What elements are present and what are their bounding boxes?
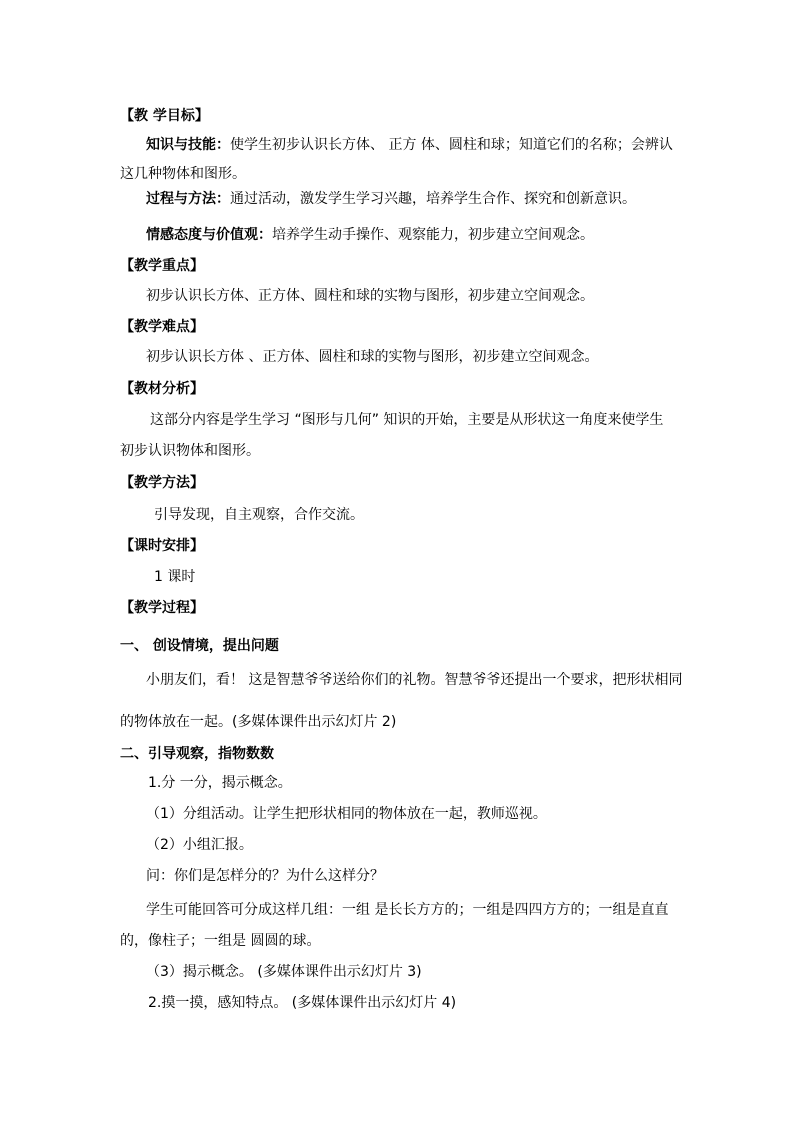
text-emotion-values: 培养学生动手操作、观察能力，初步建立空间观念。: [272, 227, 594, 243]
heading-difficult-points: 【教学难点】: [120, 319, 204, 335]
text-material-analysis: 这部分内容是学生学习 “图形与几何” 知识的开始，主要是从形状这一角度来使学生: [150, 412, 664, 428]
text-difficult-points: 初步认识长方体 、正方体、圆柱和球的实物与图形，初步建立空间观念。: [146, 349, 599, 365]
heading-material-analysis: 【教材分析】: [120, 381, 204, 397]
paragraph-process-method: [146, 189, 636, 209]
section-2-title: 二、引导观察，指物数数: [120, 746, 274, 762]
text-class-schedule: 1 课时: [154, 569, 196, 585]
text-key-points: 初步认识长方体、正方体、圆柱和球的实物与图形，初步建立空间观念。: [146, 288, 594, 304]
heading-teaching-method: 【教学方法】: [120, 475, 204, 491]
paragraph-emotion-values: [146, 225, 594, 245]
step-1-1: （1）分组活动。让学生把形状相同的物体放在一起，教师巡视。: [146, 806, 547, 822]
text-material-analysis-cont: 初步认识物体和图形。: [120, 443, 260, 459]
label-knowledge-skills: 知识与技能：: [146, 137, 230, 153]
heading-teaching-process: 【教学过程】: [120, 600, 204, 616]
section-1-text-cont: 的物体放在一起。(多媒体课件出示幻灯片 2): [120, 714, 397, 730]
section-1-text: 小朋友们，看！ 这是智慧爷爷送给你们的礼物。智慧爷爷还提出一个要求，把形状相同: [146, 672, 683, 688]
label-emotion-values: 情感态度与价值观：: [146, 227, 272, 243]
text-knowledge-skills-cont: 这几种物体和图形。: [120, 166, 246, 182]
question-text: 问：你们是怎样分的？为什么这样分？: [146, 868, 384, 884]
label-process-method: 过程与方法：: [146, 191, 230, 207]
heading-class-schedule: 【课时安排】: [120, 538, 204, 554]
section-1-title: 一、 创设情境，提出问题: [120, 638, 279, 654]
step-1-2: （2）小组汇报。: [146, 837, 253, 853]
text-knowledge-skills: 使学生初步认识长方体、 正方 体、圆柱和球；知道它们的名称；会辨认: [230, 137, 673, 153]
text-process-method: 通过活动，激发学生学习兴趣，培养学生合作、探究和创新意识。: [230, 191, 636, 207]
step-1: 1.分 一分，揭示概念。: [148, 775, 292, 791]
heading-key-points: 【教学重点】: [120, 258, 204, 274]
step-1-3: （3）揭示概念。 (多媒体课件出示幻灯片 3): [146, 964, 422, 980]
answer-text: 学生可能回答可分成这样几组：一组 是长长方方的；一组是四四方方的；一组是直直: [146, 902, 669, 918]
step-2: 2.摸一摸，感知特点。 (多媒体课件出示幻灯片 4): [148, 995, 457, 1011]
paragraph-knowledge-skills: [146, 135, 673, 155]
text-teaching-method: 引导发现，自主观察，合作交流。: [154, 507, 364, 523]
answer-text-cont: 的，像柱子；一组是 圆圆的球。: [120, 933, 321, 949]
heading-teaching-goals: 【教 学目标】: [120, 108, 209, 124]
